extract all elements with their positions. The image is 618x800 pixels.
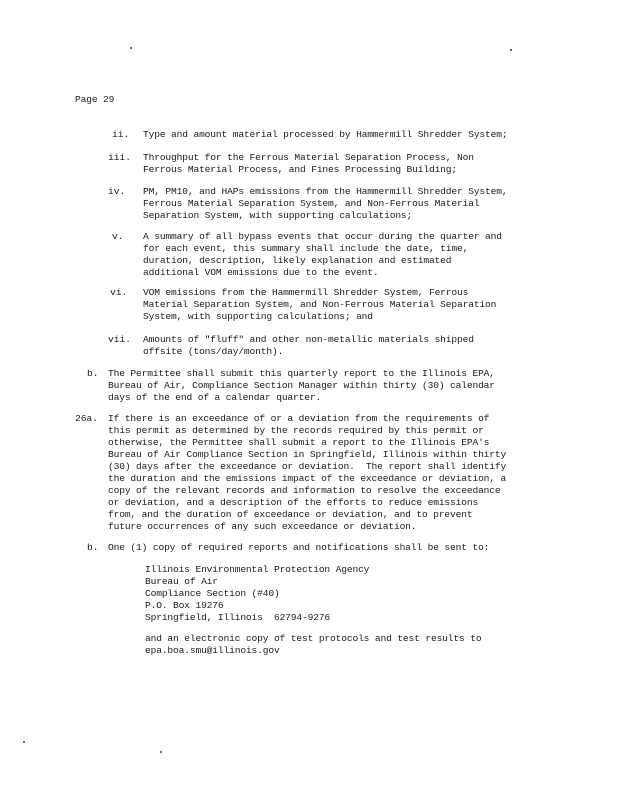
paragraph-line: or deviation, and a description of the efforts to reduce emissions (108, 497, 479, 508)
item-label: iii. (108, 152, 132, 163)
item-text-line: A summary of all bypass events that occur during the quarter and (143, 231, 502, 242)
item-text-line: Ferrous Material Separation System, and Non-Ferrous Material (143, 198, 480, 209)
item-text-line: Throughput for the Ferrous Material Separation Process, Non (143, 152, 474, 163)
paragraph-line: days of the end of a calendar quarter. (108, 392, 322, 403)
paragraph-line: One (1) copy of required reports and notifications shall be sent to: (108, 542, 490, 553)
paragraph-line: from, and the duration of exceedance or deviation, and to prevent (108, 509, 473, 520)
paragraph-line: future occurrences of any such exceedance or deviation. (108, 521, 417, 532)
closing-line: and an electronic copy of test protocols and test results to (145, 633, 482, 644)
item-text-line: additional VOM emissions due to the event. (143, 267, 379, 278)
item-text-line: Ferrous Material Process, and Fines Processing Building; (143, 164, 458, 175)
item-text-line: offsite (tons/day/month). (143, 346, 284, 357)
address-line: Compliance Section (#40) (145, 588, 280, 599)
address-line: Illinois Environmental Protection Agency (145, 564, 370, 575)
item-text-line: duration, description, likely explanation and estimated (143, 255, 452, 266)
paragraph-label: b. (87, 368, 99, 379)
item-text-line: Type and amount material processed by Hammermill Shredder System; (143, 129, 508, 140)
scan-speck (160, 751, 162, 753)
address-line: P.O. Box 19276 (145, 600, 224, 611)
item-text-line: VOM emissions from the Hammermill Shredder System, Ferrous (143, 287, 469, 298)
paragraph-line: The Permittee shall submit this quarterly report to the Illinois EPA, (108, 368, 495, 379)
item-text-line: Amounts of "fluff" and other non-metallic materials shipped (143, 334, 474, 345)
paragraph-line: If there is an exceedance of or a deviation from the requirements of (108, 413, 490, 424)
item-label: v. (112, 231, 124, 242)
email-text: epa.boa.smu@illinois.gov (145, 645, 280, 656)
item-text-line: PM, PM10, and HAPs emissions from the Hammermill Shredder System, (143, 186, 508, 197)
paragraph-line: this permit as determined by the records required by this permit or (108, 425, 484, 436)
item-label: ii. (112, 129, 130, 140)
paragraph-label: 26a. (75, 413, 99, 424)
scan-speck (510, 49, 512, 51)
item-text-line: for each event, this summary shall include the date, time, (143, 243, 469, 254)
item-text-line: Separation System, with supporting calculations; (143, 210, 413, 221)
scan-speck (23, 741, 25, 743)
paragraph-line: Bureau of Air Compliance Section in Springfield, Illinois within thirty (108, 449, 507, 460)
item-label: iv. (108, 186, 126, 197)
scan-speck (130, 47, 132, 49)
address-line: Bureau of Air (145, 576, 218, 587)
item-label: vii. (108, 334, 132, 345)
paragraph-line: copy of the relevant records and information to resolve the exceedance (108, 485, 501, 496)
paragraph-line: Bureau of Air, Compliance Section Manager within thirty (30) calendar (108, 380, 495, 391)
page-label: Page 29 (75, 94, 115, 105)
paragraph-line: (30) days after the exceedance or deviation. The report shall identify (108, 461, 507, 472)
address-line: Springfield, Illinois 62794-9276 (145, 612, 331, 623)
paragraph-line: the duration and the emissions impact of the exceedance or deviation, a (108, 473, 507, 484)
paragraph-line: otherwise, the Permittee shall submit a report to the Illinois EPA's (108, 437, 490, 448)
item-text-line: System, with supporting calculations; and (143, 311, 373, 322)
paragraph-label: b. (87, 542, 99, 553)
item-label: vi. (110, 287, 128, 298)
item-text-line: Material Separation System, and Non-Ferrous Material Separation (143, 299, 497, 310)
